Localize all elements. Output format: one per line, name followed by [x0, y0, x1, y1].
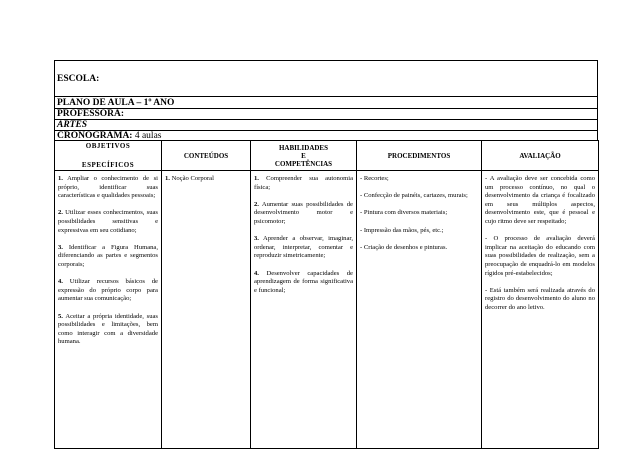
list-item: - Impressão das mãos, pés, etc.; — [360, 226, 444, 234]
teacher-label: PROFESSORA: — [57, 109, 125, 119]
lesson-plan-table — [54, 140, 599, 449]
teacher-field — [54, 108, 598, 119]
schedule-row — [54, 130, 598, 140]
list-item: 3. Aprender a observar, imaginar, ordenar, interpretar, comentar e reproduzir simetricamente; — [254, 235, 353, 260]
list-item: - A avaliação deve ser concebida como um processo contínuo, no qual o desenvolvimento da criança é focalizado em seus múltiplos aspectos, desenvolvimento este, que é pessoal e cujo ritmo deve ser respeitado; — [485, 175, 595, 225]
header-habilidades-line3: COMPETÊNCIAS — [274, 159, 333, 168]
school-label: ESCOLA: — [57, 74, 100, 84]
list-item: 1. Ampliar o conhecimento de si próprio, identificar suas características e qualidades pessoais; — [58, 175, 158, 200]
list-item: - Pintura com diversos materiais; — [360, 209, 448, 217]
list-item: - O processo de avaliação deverá implicar na aceitação do educando com suas possibilidades de realização, sem a preocupação de enquadrá-lo em modelos rígidos pré-estabelecidos; — [485, 235, 595, 277]
plan-title: PLANO DE AULA – 1º ANO — [57, 98, 175, 108]
list-item: 1. Compreender sua autonomia física; — [254, 175, 353, 191]
avaliacao-cell — [482, 171, 599, 449]
schedule-label: CRONOGRAMA: — [57, 131, 133, 141]
header-habilidades-line2: E — [301, 151, 306, 160]
objetivos-cell — [55, 171, 162, 449]
header-habilidades-line1: HABILIDADES — [278, 143, 328, 152]
procedimentos-cell — [357, 171, 482, 449]
school-field — [54, 60, 598, 96]
header-habilidades — [251, 141, 357, 171]
list-item: 2. Aumentar suas possibilidades de desenvolvimento motor e psicomotor; — [254, 200, 353, 225]
list-item: - Criação de desenhos e pinturas. — [360, 243, 448, 251]
plan-title-row — [54, 96, 598, 108]
header-objetivos-line2: ESPECÍFICOS — [81, 161, 135, 169]
content-row — [55, 171, 599, 449]
list-item: - Confecção de painéis, cartazes, murais; — [360, 192, 468, 200]
list-item: 2. Utilizar esses conhecimentos, suas possibilidades sensitivas e expressivas em seu cotidiano; — [58, 209, 158, 234]
list-item: 5. Aceitar a própria identidade, suas possibilidades e limitações, bem como interagir com a diversidade humana. — [58, 312, 158, 346]
subject-label: ARTES — [57, 120, 88, 130]
list-item: 4. Desenvolver capacidades de aprendizagem de forma significativa e funcional; — [254, 269, 353, 294]
header-objetivos — [55, 141, 162, 171]
lesson-plan-document — [54, 60, 598, 449]
header-objetivos-line1: OBJETIVOS — [85, 142, 131, 150]
column-header-row — [55, 141, 599, 171]
list-item: 1. Noção Corporal — [165, 175, 214, 182]
header-procedimentos: PROCEDIMENTOS — [357, 141, 482, 171]
habilidades-cell — [251, 171, 357, 449]
header-avaliacao: AVALIAÇÃO — [482, 141, 599, 171]
list-item: 4. Utilizar recursos básicos de expressão do próprio corpo para aumentar sua comunicação; — [58, 278, 158, 303]
list-item: - Está também será realizada através do registro do desenvolvimento do aluno no decorrer do ano letivo. — [485, 286, 595, 311]
conteudos-cell — [162, 171, 251, 449]
schedule-value: 4 aulas — [134, 131, 162, 141]
list-item: 3. Identificar a Figura Humana, diferenciando as partes e segmentos corporais; — [58, 243, 159, 268]
subject-row — [54, 119, 598, 130]
list-item: - Recortes; — [360, 175, 389, 182]
header-conteudos: CONTEÚDOS — [162, 141, 251, 171]
